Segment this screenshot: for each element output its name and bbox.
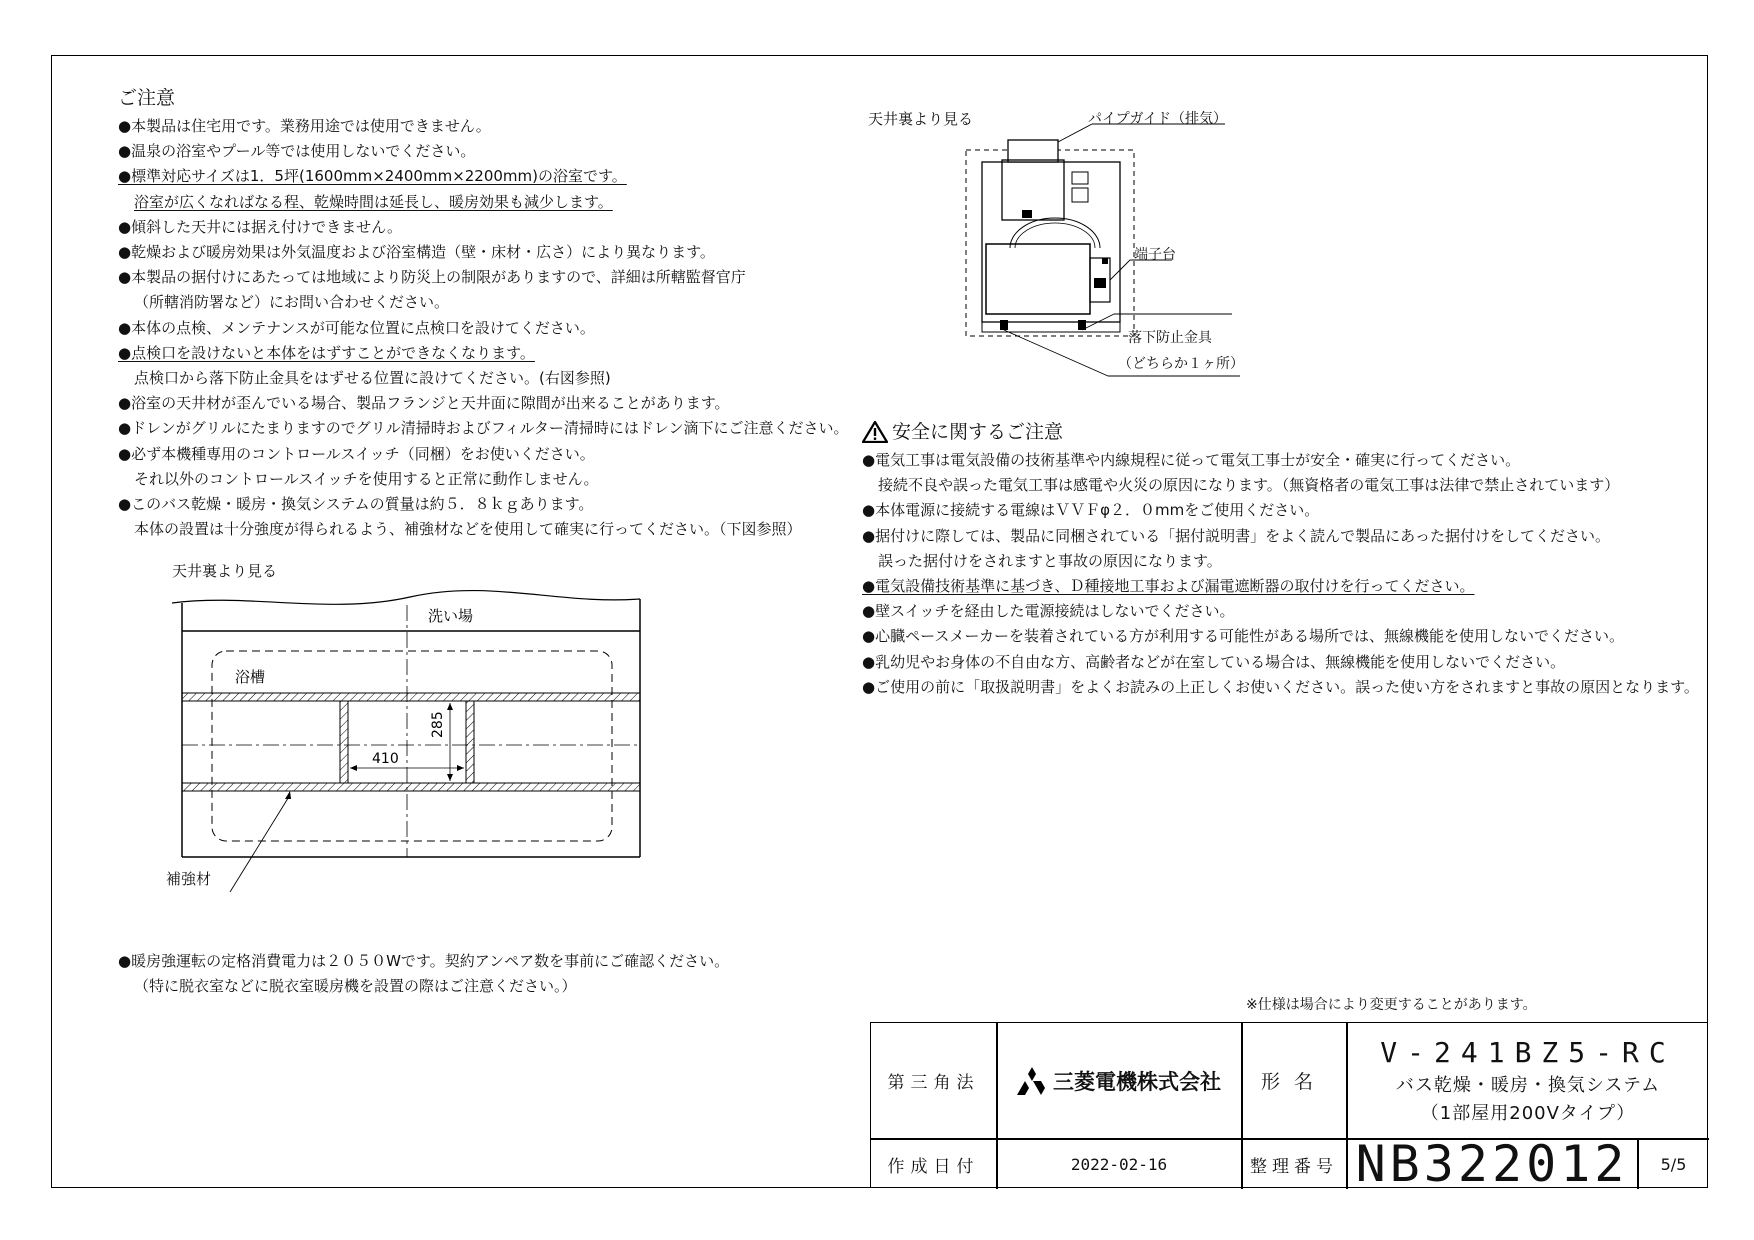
safety-line: ●電気設備技術基準に基づき、Ｄ種接地工事および漏電遮断器の取付けを行ってください。 <box>862 577 1475 596</box>
note-line: （所轄消防署など）にお問い合わせください。 <box>134 293 450 312</box>
fall-prevention-label: 落下防止金具 <box>1128 330 1212 346</box>
product-variant: （1部屋用200Vタイプ） <box>1420 1103 1636 1124</box>
notes-section <box>118 86 849 542</box>
safety-line: ●電気工事は電気設備の技術基準や内線規程に従って電気工事士が安全・確実に行ってください。 <box>862 451 1521 469</box>
note-line: ●ドレンがグリルにたまりますのでグリル清掃時およびフィルター清掃時にはドレン滴下にご注意ください。 <box>118 419 849 438</box>
reinforcement-diagram <box>160 585 660 895</box>
safety-line: ●乳幼児やお身体の不自由な方、高齢者などが在室している場合は、無線機能を使用しないでください。 <box>862 652 1566 671</box>
reinforcement-label: 補強材 <box>166 870 212 888</box>
note-line: それ以外のコントロールスイッチを使用すると正常に動作しません。 <box>134 469 599 488</box>
title-block <box>870 1022 1708 1193</box>
note-line: ●浴室の天井材が歪んでいる場合、製品フランジと天井面に隙間が出来ることがあります。 <box>118 394 730 413</box>
unit-top-view-diagram <box>960 108 1260 378</box>
dim-depth-label: 285 <box>430 711 446 738</box>
note-line: ●乾燥および暖房効果は外気温度および浴室構造（壁・床材・広さ）により異なります。 <box>118 243 715 262</box>
product-name: バス乾燥・暖房・換気システム <box>1395 1075 1661 1096</box>
safety-title: 安全に関するご注意 <box>892 421 1064 443</box>
date-label: 作成日付 <box>887 1156 980 1177</box>
power-note-line2: （特に脱衣室などに脱衣室暖房機を設置の際はご注意ください。） <box>134 977 577 995</box>
bathtub-label: 浴槽 <box>235 668 266 686</box>
note-line: ●温泉の浴室やプール等では使用しないでください。 <box>118 142 476 161</box>
note-line: 点検口から落下防止金具をはずせる位置に設けてください。(右図参照) <box>134 369 611 388</box>
note-line: ●本体の点検、メンテナンスが可能な位置に点検口を設けてください。 <box>118 318 595 337</box>
safety-line: ●据付けに際しては、製品に同梱されている「据付説明書」をよく読んで製品にあった据付けをしてください。 <box>862 526 1610 545</box>
creation-date: 2022-02-16 <box>1070 1154 1168 1174</box>
safety-line: ●心臓ペースメーカーを装着されている方が利用する可能性がある場所では、無線機能を使用しないでください。 <box>862 627 1625 646</box>
power-note-line1: ●暖房強運転の定格消費電力は２０５０Wです。契約アンペア数を事前にご確認ください。 <box>118 952 730 970</box>
model-label: 形名 <box>1260 1071 1327 1093</box>
note-line: ●傾斜した天井には据え付けできません。 <box>118 217 402 236</box>
note-line: ●点検口を設けないと本体をはずすことができなくなります。 <box>118 343 535 362</box>
note-line: 本体の設置は十分強度が得られるよう、補強材などを使用して確実に行ってください。（下図参照） <box>134 520 802 539</box>
safety-line: ●壁スイッチを経由した電源接続はしないでください。 <box>862 602 1235 621</box>
note-line: ●標準対応サイズは1．5坪(1600mm×2400mm×2200mm)の浴室です。 <box>118 167 627 186</box>
spec-change-note: ※仕様は場合により変更することがあります。 <box>1246 997 1537 1013</box>
safety-line: 誤った据付けをされますと事故の原因になります。 <box>878 551 1222 570</box>
page-number: 5/5 <box>1660 1154 1687 1174</box>
projection-method: 第三角法 <box>887 1073 980 1093</box>
safety-line: 接続不良や誤った電気工事は感電や火災の原因になります。（無資格者の電気工事は法律で禁止されています） <box>878 476 1620 495</box>
unit-view-label: 天井裏より見る <box>868 110 974 128</box>
safety-line: ●本体電源に接続する電線はＶＶＦφ２．０mmをご使用ください。 <box>862 501 1320 520</box>
company-name: 三菱電機株式会社 <box>1053 1069 1221 1094</box>
note-line: ●必ず本機種専用のコントロールスイッチ（同梱）をお使いください。 <box>118 444 595 463</box>
ceiling-view-label: 天井裏より見る <box>172 562 278 580</box>
fall-prevention-note: （どちらか１ヶ所） <box>1118 356 1244 372</box>
warning-triangle-icon <box>862 421 888 443</box>
note-line: 浴室が広くなればなる程、乾燥時間は延長し、暖房効果も減少します。 <box>134 192 613 211</box>
notes-title: ご注意 <box>118 87 176 109</box>
drawing-number: NB322012 <box>1355 1135 1629 1193</box>
mitsubishi-logo-icon <box>1017 1067 1047 1095</box>
note-line: ●本製品の据付けにあたっては地域により防災上の制限がありますので、詳細は所轄監督官庁 <box>118 268 746 287</box>
terminal-block-label: 端子台 <box>1134 247 1176 263</box>
dim-width-label: 410 <box>372 751 399 767</box>
washing-area-label: 洗い場 <box>428 607 474 625</box>
drawing-no-label: 整理番号 <box>1250 1156 1338 1177</box>
safety-line: ●ご使用の前に「取扱説明書」をよくお読みの上正しくお使いください。誤った使い方をされますと事故の原因となります。 <box>862 677 1699 696</box>
note-line: ●このバス乾燥・暖房・換気システムの質量は約５．８ｋｇあります。 <box>118 495 594 514</box>
note-line: ●本製品は住宅用です。業務用途では使用できません。 <box>118 117 491 135</box>
model-number: V-241BZ5-RC <box>1380 1036 1676 1069</box>
safety-section <box>862 420 1699 700</box>
pipe-guide-label: パイプガイド（排気） <box>1088 111 1228 127</box>
